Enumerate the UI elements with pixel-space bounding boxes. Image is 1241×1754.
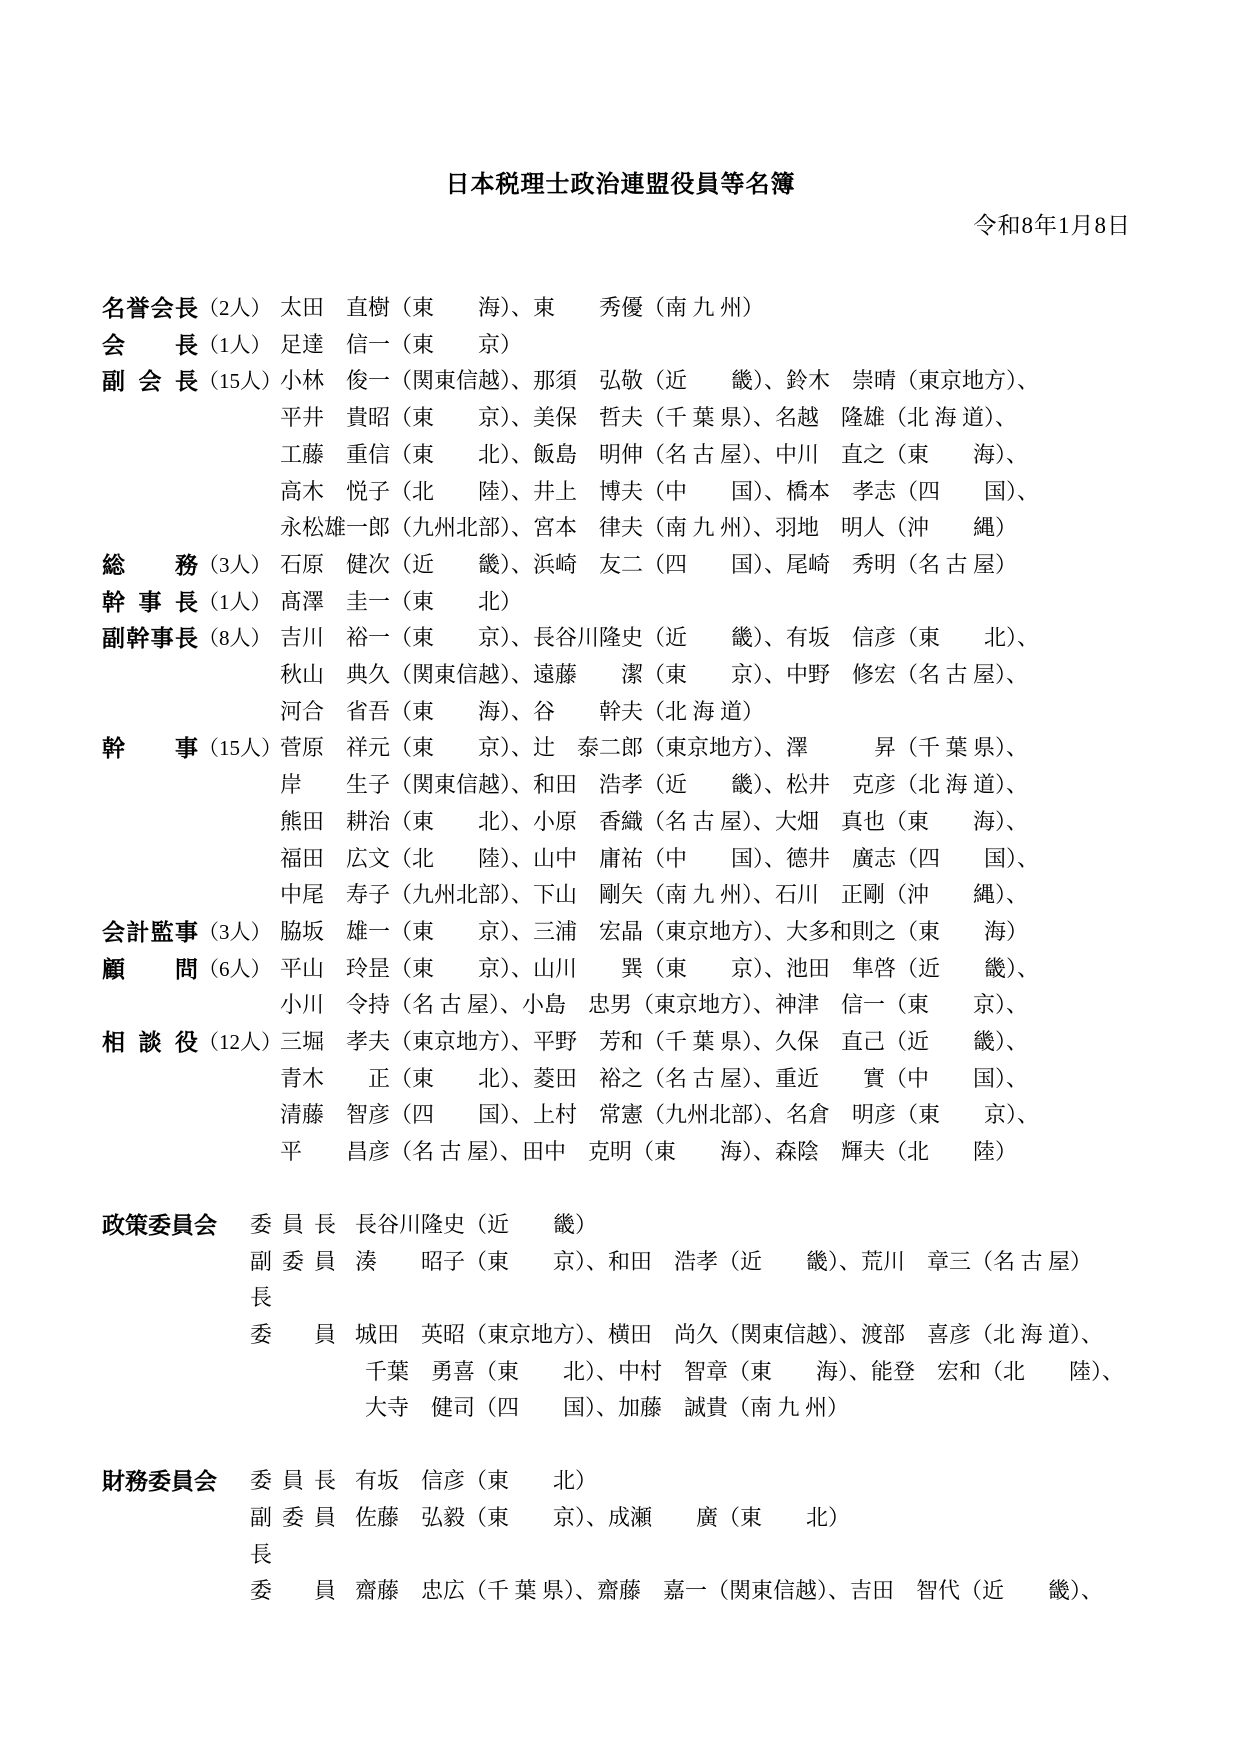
member-count: （6人） — [198, 956, 272, 981]
roster-line: 秋山 典久（関東信越）、遠藤 潔（東 京）、中野 修宏（名 古 屋）、 — [280, 662, 1029, 688]
committee-row — [102, 1317, 1181, 1427]
role-label: 副会長 — [102, 368, 198, 395]
committee-line: 佐藤 弘毅（東 京）、成瀬 廣（東 北） — [355, 1504, 851, 1530]
committee-sections — [0, 1207, 1241, 1610]
committee-row — [102, 1244, 1181, 1317]
roster-line: 清藤 智彦（四 国）、上村 常憲（九州北部）、名倉 明彦（東 京）、 — [280, 1102, 1040, 1128]
committee-role-label: 副委員長 — [250, 1504, 336, 1567]
roster-line: 石原 健次（近 畿）、浜崎 友二（四 国）、尾崎 秀明（名 古 屋） — [280, 551, 1018, 577]
roster-row — [102, 584, 1181, 621]
committee-row — [102, 1463, 1181, 1500]
roster-row — [102, 730, 1181, 914]
committee-line: 城田 英昭（東京地方）、横田 尚久（関東信越）、渡部 喜彦（北 海 道）、 — [355, 1321, 1104, 1347]
member-names — [280, 620, 1181, 730]
committee-row — [102, 1207, 1181, 1244]
committee-member-names — [355, 1500, 1181, 1537]
committee-member-names — [355, 1317, 1181, 1427]
roster-row — [102, 290, 1181, 327]
role-label: 副幹事長 — [102, 625, 198, 652]
roster-line: 吉川 裕一（東 京）、長谷川隆史（近 畿）、有坂 信彦（東 北）、 — [280, 625, 1040, 651]
member-names — [280, 547, 1181, 584]
committee-block — [0, 1207, 1241, 1427]
member-names — [280, 730, 1181, 914]
roster-row — [102, 363, 1181, 547]
committee-line: 有坂 信彦（東 北） — [355, 1468, 598, 1494]
roster-line: 足達 信一（東 京） — [280, 331, 523, 357]
committee-role-label: 委員長 — [250, 1468, 336, 1494]
roster-line: 小林 俊一（関東信越）、那須 弘敬（近 畿）、鈴木 崇晴（東京地方）、 — [280, 368, 1040, 394]
roster-row — [102, 1024, 1181, 1171]
officer-roster — [0, 290, 1241, 1171]
member-names — [280, 327, 1181, 364]
member-names — [280, 584, 1181, 621]
role-label: 総務 — [102, 551, 198, 578]
committee-row — [102, 1573, 1181, 1610]
member-count: （12人） — [198, 1030, 282, 1055]
member-count: （3人） — [198, 919, 272, 944]
committee-role-label: 委員 — [250, 1321, 336, 1347]
member-count: （15人） — [198, 369, 282, 394]
committee-line: 大寺 健司（四 国）、加藤 誠貴（南 九 州） — [365, 1395, 850, 1421]
roster-line: 福田 広文（北 陸）、山中 庸祐（中 国）、德井 廣志（四 国）、 — [280, 845, 1040, 871]
role-label: 名誉会長 — [102, 295, 198, 321]
roster-row — [102, 620, 1181, 730]
committee-member-names — [355, 1244, 1181, 1281]
committee-line: 湊 昭子（東 京）、和田 浩孝（近 畿）、荒川 章三（名 古 屋） — [355, 1248, 1093, 1274]
member-count: （8人） — [198, 626, 272, 651]
roster-row — [102, 951, 1181, 1024]
roster-line: 平 昌彦（名 古 屋）、田中 克明（東 海）、森陰 輝夫（北 陸） — [280, 1139, 1018, 1165]
committee-line: 千葉 勇喜（東 北）、中村 智章（東 海）、能登 宏和（北 陸）、 — [365, 1358, 1125, 1384]
committee-role-label: 副委員長 — [250, 1248, 336, 1311]
committee-role-label: 委員長 — [250, 1211, 336, 1237]
member-names — [280, 1024, 1181, 1171]
roster-row — [102, 547, 1181, 584]
roster-line: 脇坂 雄一（東 京）、三浦 宏晶（東京地方）、大多和則之（東 海） — [280, 918, 1029, 944]
roster-line: 小川 令持（名 古 屋）、小島 忠男（東京地方）、神津 信一（東 京）、 — [280, 992, 1029, 1018]
committee-line: 長谷川隆史（近 畿） — [355, 1211, 598, 1237]
roster-line: 永松雄一郎（九州北部）、宮本 律夫（南 九 州）、羽地 明人（沖 縄） — [280, 515, 1018, 541]
member-names — [280, 290, 1181, 327]
member-names — [280, 951, 1181, 1024]
committee-member-names — [355, 1463, 1181, 1500]
member-names — [280, 363, 1181, 547]
committee-member-names — [355, 1207, 1181, 1244]
member-count: （1人） — [198, 589, 272, 614]
committee-line: 齋藤 忠広（千 葉 県）、齋藤 嘉一（関東信越）、吉田 智代（近 畿）、 — [355, 1578, 1104, 1604]
roster-line: 高木 悦子（北 陸）、井上 博夫（中 国）、橋本 孝志（四 国）、 — [280, 478, 1040, 504]
page-title: 日本税理士政治連盟役員等名簿 — [445, 171, 796, 198]
roster-line: 三堀 孝夫（東京地方）、平野 芳和（千 葉 県）、久保 直己（近 畿）、 — [280, 1029, 1029, 1055]
roster-line: 髙澤 圭一（東 北） — [280, 588, 523, 614]
roster-line: 青木 正（東 北）、菱田 裕之（名 古 屋）、重近 實（中 国）、 — [280, 1065, 1029, 1091]
member-count: （15人） — [198, 736, 282, 761]
roster-line: 太田 直樹（東 海）、東 秀優（南 九 州） — [280, 295, 765, 320]
roster-line: 工藤 重信（東 北）、飯島 明伸（名 古 屋）、中川 直之（東 海）、 — [280, 441, 1029, 467]
role-label: 幹事長 — [102, 588, 198, 615]
member-count: （2人） — [198, 296, 272, 320]
committee-member-names — [355, 1573, 1181, 1610]
committee-name: 政策委員会 — [102, 1211, 217, 1238]
role-label: 顧問 — [102, 955, 198, 982]
roster-line: 平井 貴昭（東 京）、美保 哲夫（千 葉 県）、名越 隆雄（北 海 道）、 — [280, 405, 1018, 431]
committee-block — [0, 1463, 1241, 1610]
role-label: 相談役 — [102, 1029, 198, 1056]
roster-line: 中尾 寿子（九州北部）、下山 剛矢（南 九 州）、石川 正剛（沖 縄）、 — [280, 882, 1029, 908]
committee-role-label: 委員 — [250, 1578, 336, 1604]
member-count: （1人） — [198, 332, 272, 357]
member-names — [280, 914, 1181, 951]
role-label: 会長 — [102, 331, 198, 358]
roster-row — [102, 914, 1181, 951]
roster-line: 平山 玲昰（東 京）、山川 巽（東 京）、池田 隼啓（近 畿）、 — [280, 955, 1040, 981]
roster-line: 岸 生子（関東信越）、和田 浩孝（近 畿）、松井 克彦（北 海 道）、 — [280, 772, 1029, 798]
role-label: 幹事 — [102, 735, 198, 762]
roster-line: 河合 省吾（東 海）、谷 幹夫（北 海 道） — [280, 698, 765, 724]
member-count: （3人） — [198, 552, 272, 577]
roster-line: 熊田 耕治（東 北）、小原 香織（名 古 屋）、大畑 真也（東 海）、 — [280, 808, 1029, 834]
committee-name: 財務委員会 — [102, 1468, 217, 1495]
roster-row — [102, 327, 1181, 364]
document-date: 令和8年1月8日 — [973, 213, 1131, 238]
committee-row — [102, 1500, 1181, 1573]
roster-line: 菅原 祥元（東 京）、辻 泰二郎（東京地方）、澤 昇（千 葉 県）、 — [280, 735, 1029, 761]
role-label: 会計監事 — [102, 918, 198, 945]
